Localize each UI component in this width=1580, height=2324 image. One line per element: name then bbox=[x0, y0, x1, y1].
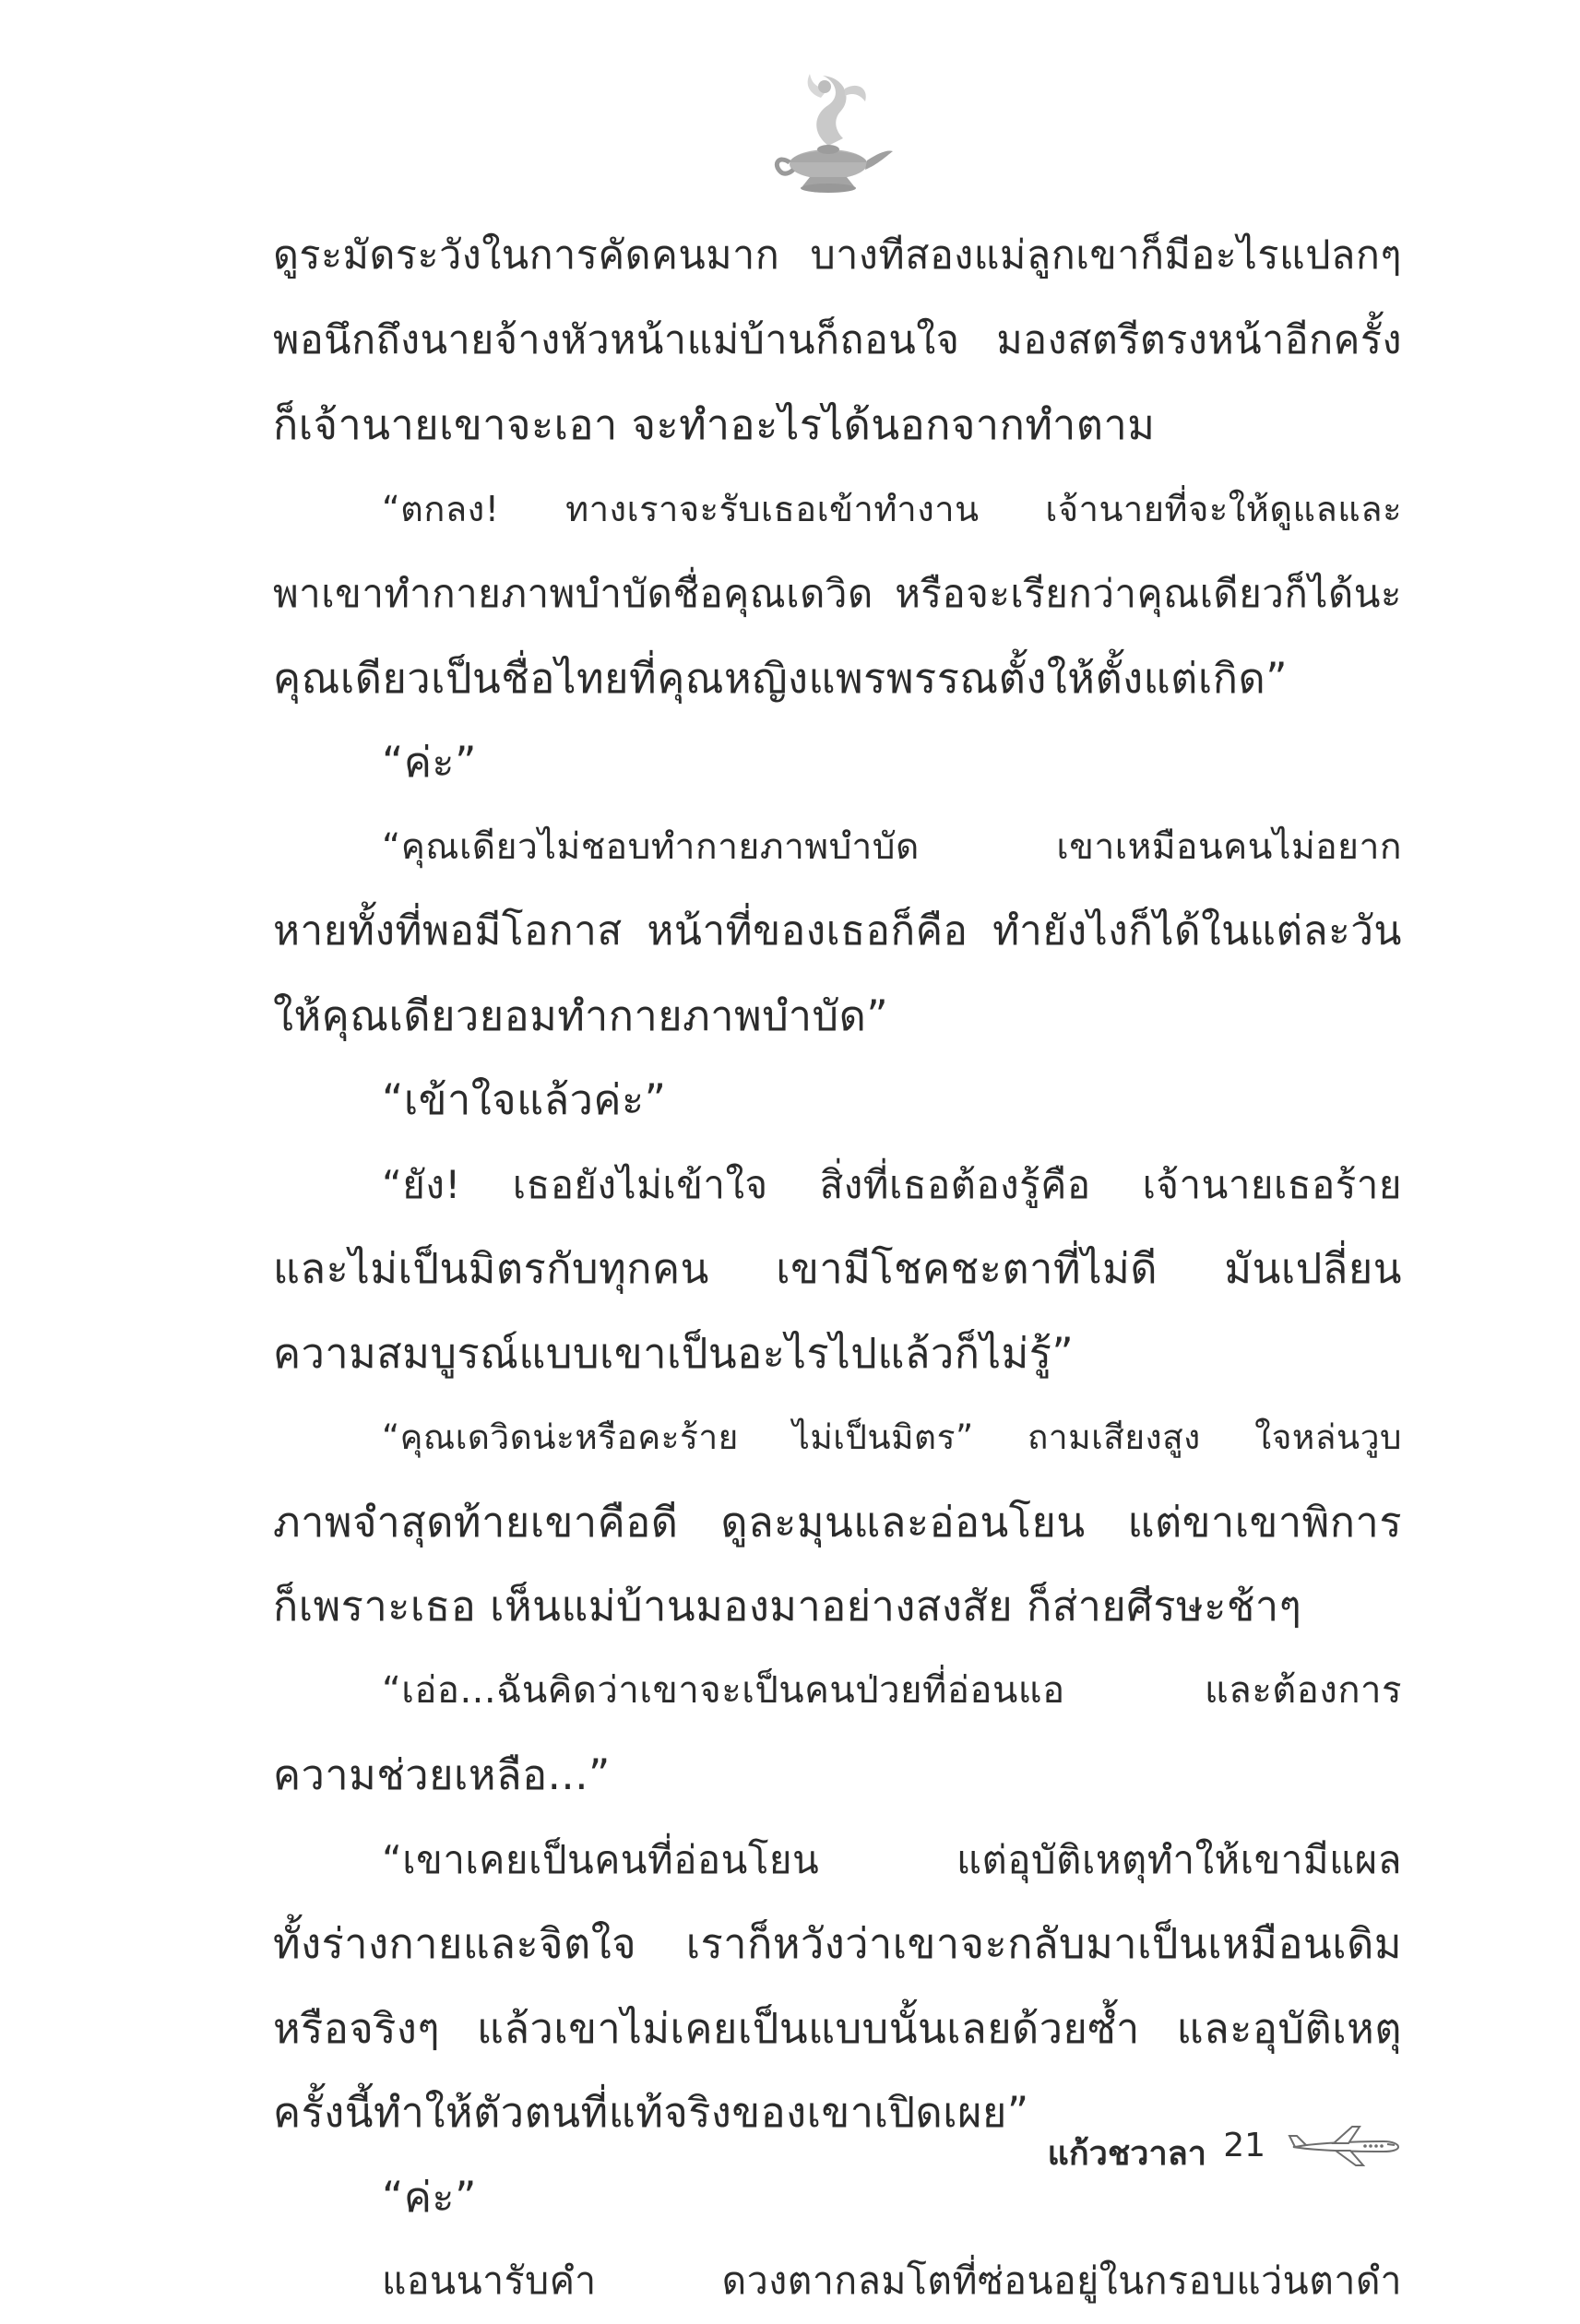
airplane-icon bbox=[1288, 2123, 1402, 2169]
text-line: แอนนารับคำ ดวงตากลมโตที่ซ่อนอยู่ในกรอบแว่นตาดำ bbox=[382, 2259, 1402, 2303]
text-line: พอนึกถึงนายจ้างหัวหน้าแม่บ้านก็ถอนใจ มองสตรีตรงหน้าอีกครั้ง bbox=[273, 316, 1402, 363]
text-line: ครั้งนี้ทำให้ตัวตนที่แท้จริงของเขาเปิดเผย” bbox=[273, 2088, 1029, 2137]
text-line: “ค่ะ” bbox=[382, 2172, 477, 2222]
text-line: “ยัง! เธอยังไม่เข้าใจ สิ่งที่เธอต้องรู้คือ เจ้านายเธอร้าย bbox=[382, 1161, 1402, 1207]
text-line: “คุณเดียวไม่ชอบทำกายภาพบำบัด เขาเหมือนคนไม่อยาก bbox=[382, 825, 1402, 868]
text-line: คุณเดียวเป็นชื่อไทยที่คุณหญิงแพรพรรณตั้งให้ตั้งแต่เกิด” bbox=[273, 653, 1289, 703]
text-line: ทั้งร่างกายและจิตใจ เราก็หวังว่าเขาจะกลับมาเป็นเหมือนเดิม bbox=[273, 1919, 1402, 1968]
text-line: ความสมบูรณ์แบบเขาเป็นอะไรไปแล้วก็ไม่รู้” bbox=[273, 1328, 1075, 1378]
text-line: ก็เพราะเธอ เห็นแม่บ้านมองมาอย่างสงสัย ก็ส่ายศีรษะช้าๆ bbox=[273, 1582, 1302, 1630]
book-title: แก้วชวาลา bbox=[1047, 2135, 1206, 2173]
text-line: หรือจริงๆ แล้วเขาไม่เคยเป็นแบบนั้นเลยด้วยซ้ำ และอุบัติเหตุ bbox=[273, 2003, 1402, 2053]
page-number: 21 bbox=[1223, 2127, 1265, 2164]
text-line: ภาพจำสุดท้ายเขาคือดี ดูละมุนและอ่อนโยน แต่ขาเขาพิการ bbox=[273, 1497, 1402, 1547]
page-footer bbox=[922, 2119, 1402, 2175]
text-line: “คุณเดวิดน่ะหรือคะร้าย ไม่เป็นมิตร” ถามเสียงสูง ใจหล่นวูบ bbox=[382, 1417, 1402, 1457]
text-line: ให้คุณเดียวยอมทำกายภาพบำบัด” bbox=[273, 990, 889, 1040]
text-line: ก็เจ้านายเขาจะเอา จะทำอะไรได้นอกจากทำตาม bbox=[273, 400, 1156, 449]
text-line: “เอ่อ...ฉันคิดว่าเขาจะเป็นคนป่วยที่อ่อนแอ และต้องการ bbox=[382, 1668, 1402, 1712]
text-line: “เข้าใจแล้วค่ะ” bbox=[382, 1075, 667, 1124]
genie-lamp-icon bbox=[756, 61, 895, 199]
text-line: หายทั้งที่พอมีโอกาส หน้าที่ของเธอก็คือ ทำยังไงก็ได้ในแต่ละวัน bbox=[273, 907, 1402, 954]
text-line: พาเขาทำกายภาพบำบัดชื่อคุณเดวิด หรือจะเรียกว่าคุณเดียวก็ได้นะ bbox=[273, 571, 1402, 616]
text-line: “ตกลง! ทางเราจะรับเธอเข้าทำงาน เจ้านายที่จะให้ดูแลและ bbox=[382, 488, 1402, 529]
text-line: “เขาเคยเป็นคนที่อ่อนโยน แต่อุบัติเหตุทำให้เขามีแผล bbox=[382, 1836, 1402, 1882]
text-line: “ค่ะ” bbox=[382, 738, 477, 787]
body-text bbox=[273, 214, 1402, 2324]
text-line: และไม่เป็นมิตรกับทุกคน เขามีโชคชะตาที่ไม่ดี มันเปลี่ยน bbox=[273, 1244, 1402, 1293]
text-line: ดูระมัดระวังในการคัดคนมาก บางทีสองแม่ลูกเขาก็มีอะไรแปลกๆ bbox=[273, 232, 1402, 279]
text-line: ความช่วยเหลือ...” bbox=[273, 1750, 611, 1799]
